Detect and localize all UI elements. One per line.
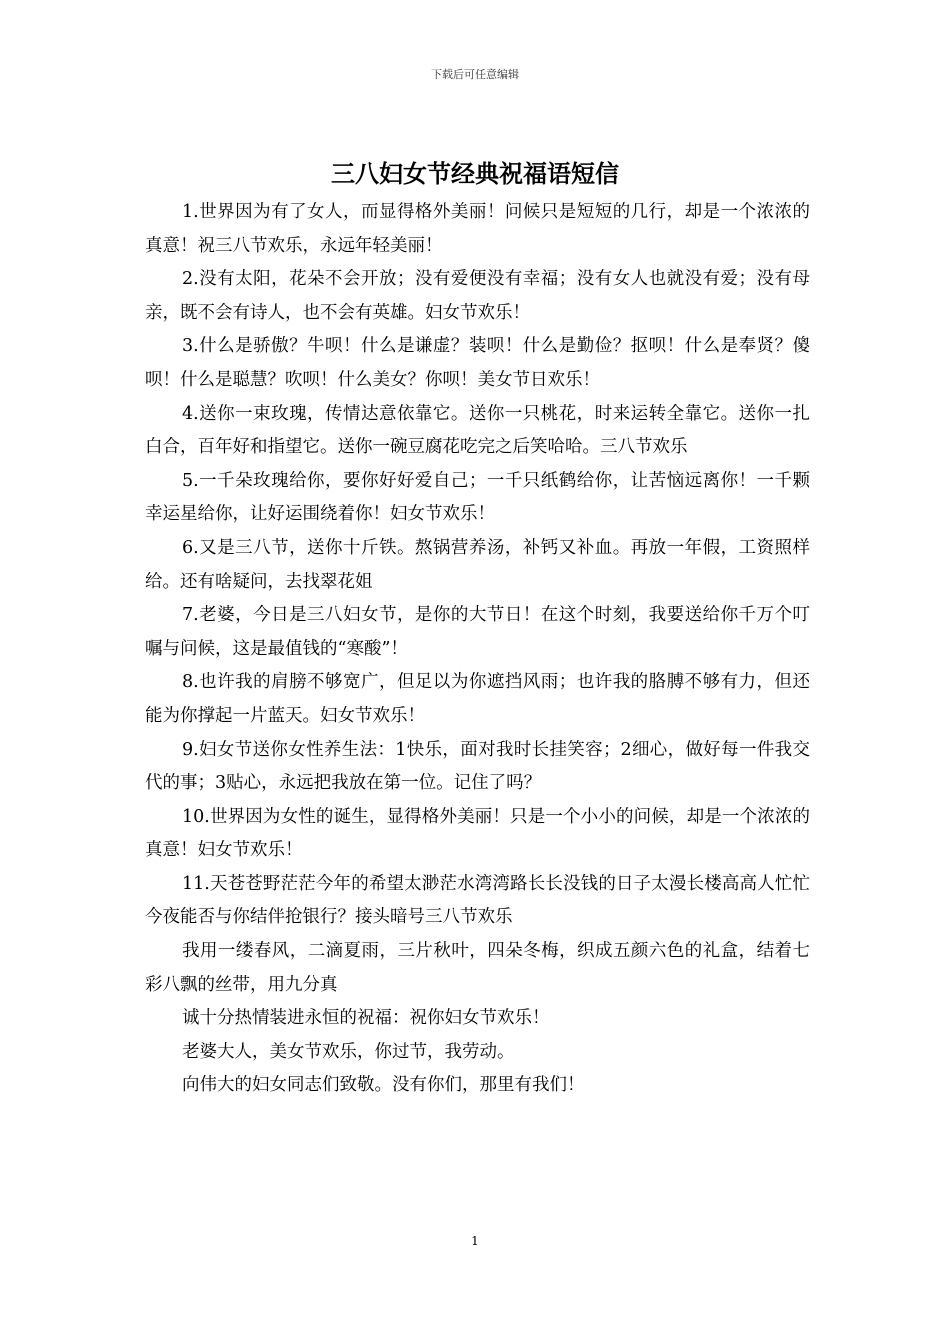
paragraph-6: 6.又是三八节，送你十斤铁。熬锅营养汤，补钙又补血。再放一年假，工资照样给。还有啥疑问，去找翠花姐 [145, 537, 810, 592]
document-body [145, 196, 810, 1103]
paragraph-7: 7.老婆，今日是三八妇女节，是你的大节日！在这个时刻，我要送给你千万个叮嘱与问候，这是最值钱的“寒酸”！ [145, 605, 810, 659]
paragraph-11: 11.天苍苍野茫茫今年的希望太渺茫水湾湾路长长没钱的日子太漫长楼高高人忙忙今夜能否与你结伴抢银行？接头暗号三八节欢乐 [145, 873, 810, 928]
paragraph-13: 诚十分热情装进永恒的祝福：祝你妇女节欢乐！ [182, 1008, 550, 1029]
paragraph-9: 9.妇女节送你女性养生法：1快乐，面对我时长挂笑容；2细心，做好每一件我交代的事；3贴心，永远把我放在第一位。记住了吗？ [145, 739, 810, 794]
header-note: 下载后可任意编辑 [431, 68, 519, 81]
paragraph-4: 4.送你一束玫瑰，传情达意依靠它。送你一只桃花，时来运转全靠它。送你一扎白合，百年好和指望它。送你一碗豆腐花吃完之后笑哈哈。三八节欢乐 [145, 403, 810, 458]
paragraph-1: 1.世界因为有了女人，而显得格外美丽！问候只是短短的几行，却是一个浓浓的真意！祝三八节欢乐，永远年轻美丽！ [145, 202, 810, 256]
paragraph-15: 向伟大的妇女同志们致敬。没有你们，那里有我们！ [182, 1075, 585, 1096]
paragraph-2: 2.没有太阳，花朵不会开放；没有爱便没有幸福；没有女人也就没有爱；没有母亲，既不会有诗人，也不会有英雄。妇女节欢乐！ [145, 269, 810, 323]
page-number: 1 [471, 1234, 479, 1248]
paragraph-8: 8.也许我的肩膀不够宽广，但足以为你遮挡风雨；也许我的胳膊不够有力，但还能为你撑起一片蓝天。妇女节欢乐！ [145, 672, 810, 726]
paragraph-10: 10.世界因为女性的诞生，显得格外美丽！只是一个小小的问候，却是一个浓浓的真意！妇女节欢乐！ [145, 806, 810, 861]
paragraph-14: 老婆大人，美女节欢乐，你过节，我劳动。 [182, 1041, 515, 1062]
paragraph-12: 我用一缕春风，二滴夏雨，三片秋叶，四朵冬梅，织成五颜六色的礼盒，结着七彩八飘的丝带，用九分真 [145, 941, 810, 995]
paragraph-3: 3.什么是骄傲？牛呗！什么是谦虚？装呗！什么是勤俭？抠呗！什么是奉贤？傻呗！什么是聪慧？吹呗！什么美女？你呗！美女节日欢乐！ [145, 336, 810, 390]
paragraph-5: 5.一千朵玫瑰给你，要你好好爱自己；一千只纸鹤给你，让苦恼远离你！一千颗幸运星给你，让好运围绕着你！妇女节欢乐！ [145, 470, 810, 525]
page-title: 三八妇女节经典祝福语短信 [331, 160, 619, 188]
